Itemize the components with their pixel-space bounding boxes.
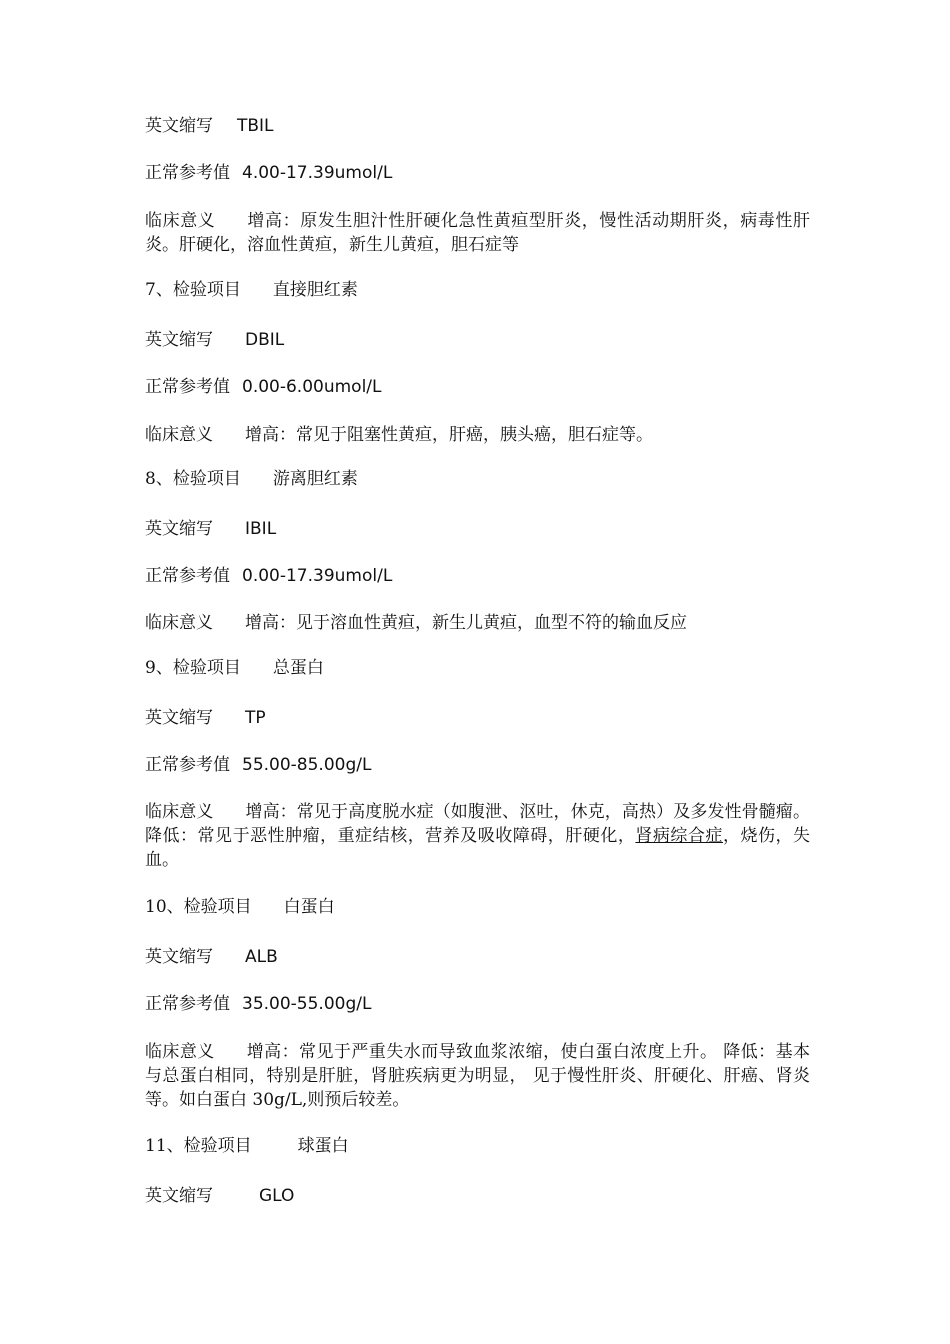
abbr-value: ALB [245,947,278,967]
reference-label: 正常参考值 [145,377,230,397]
abbr-line [145,328,810,352]
abbr-line [145,706,810,730]
item-title-number: 8、检验项目 [145,469,241,489]
item-title-name: 球蛋白 [297,1136,349,1156]
abbr-value: GLO [259,1186,295,1206]
clinical-meaning-text: 增高：常见于高度脱水症（如腹泄、沤吐，休克，高热）及多发性骨髓瘤。 降低：常见于恶性肿瘤，重症结核，营养及吸收障碍，肝硬化， [145,802,811,846]
clinical-meaning-label: 临床意义 [145,1042,215,1062]
reference-label: 正常参考值 [145,994,230,1014]
reference-label: 正常参考值 [145,755,230,775]
item-title-name: 游离胆红素 [272,469,358,489]
abbr-value: TP [245,708,266,728]
abbr-label: 英文缩写 [145,947,213,967]
clinical-meaning-label: 临床意义 [145,211,216,231]
item-title [145,1134,810,1158]
abbr-value: IBIL [245,519,277,539]
item-title-name: 总蛋白 [272,658,324,678]
reference-value: 0.00-17.39umol/L [242,566,393,586]
abbr-label: 英文缩写 [145,330,213,350]
clinical-meaning [145,209,810,257]
clinical-meaning [145,423,810,447]
abbr-line [145,1184,810,1208]
abbr-line [145,517,810,541]
reference-value: 0.00-6.00umol/L [242,377,382,397]
reference-line [145,992,810,1016]
reference-value: 35.00-55.00g/L [242,994,372,1014]
reference-label: 正常参考值 [145,163,230,183]
nephrotic-syndrome-link[interactable]: 肾病综合症 [635,826,723,846]
reference-value: 4.00-17.39umol/L [242,163,393,183]
clinical-meaning [145,800,810,872]
reference-line [145,161,810,185]
reference-label: 正常参考值 [145,566,230,586]
reference-value: 55.00-85.00g/L [242,755,372,775]
item-title-number: 9、检验项目 [145,658,241,678]
item-title-number: 10、检验项目 [145,897,252,917]
item-title-number: 11、检验项目 [145,1136,252,1156]
clinical-meaning-label: 临床意义 [145,613,213,633]
clinical-meaning-text: 增高：常见于严重失水而导致血浆浓缩，使白蛋白浓度上升。 降低：基本与总蛋白相同，特别是肝脏，肾脏疾病更为明显， 见于慢性肝炎、肝硬化、肝癌、肾炎等。如白蛋白 30g/L,则预后较差。 [145,1042,810,1110]
clinical-meaning-text: 增高：常见于阻塞性黄疸，肝癌，胰头癌，胆石症等。 [245,425,653,445]
clinical-meaning-text-end: ，烧伤，失血。 [145,826,811,870]
abbr-label: 英文缩写 [145,1186,213,1206]
item-title [145,467,810,491]
item-title-name: 白蛋白 [283,897,335,917]
abbr-label: 英文缩写 [145,519,213,539]
item-title [145,278,810,302]
reference-line [145,564,810,588]
abbr-label: 英文缩写 [145,116,213,136]
item-title-name: 直接胆红素 [272,280,358,300]
clinical-meaning-text: 增高：原发生胆汁性肝硬化急性黄疸型肝炎，慢性活动期肝炎，病毒性肝炎。肝硬化，溶血性黄疸，新生儿黄疸，胆石症等 [145,211,811,255]
abbr-line [145,945,810,969]
abbr-value: DBIL [245,330,285,350]
reference-line [145,753,810,777]
clinical-meaning-label: 临床意义 [145,425,213,445]
abbr-value: TBIL [237,116,274,136]
abbr-label: 英文缩写 [145,708,213,728]
abbr-line [145,114,810,138]
reference-line [145,375,810,399]
clinical-meaning-text: 增高：见于溶血性黄疸，新生儿黄疸，血型不符的输血反应 [245,613,687,633]
clinical-meaning [145,611,810,635]
item-title-number: 7、检验项目 [145,280,241,300]
clinical-meaning-label: 临床意义 [145,802,214,822]
clinical-meaning [145,1040,810,1112]
item-title [145,656,810,680]
item-title [145,895,810,919]
